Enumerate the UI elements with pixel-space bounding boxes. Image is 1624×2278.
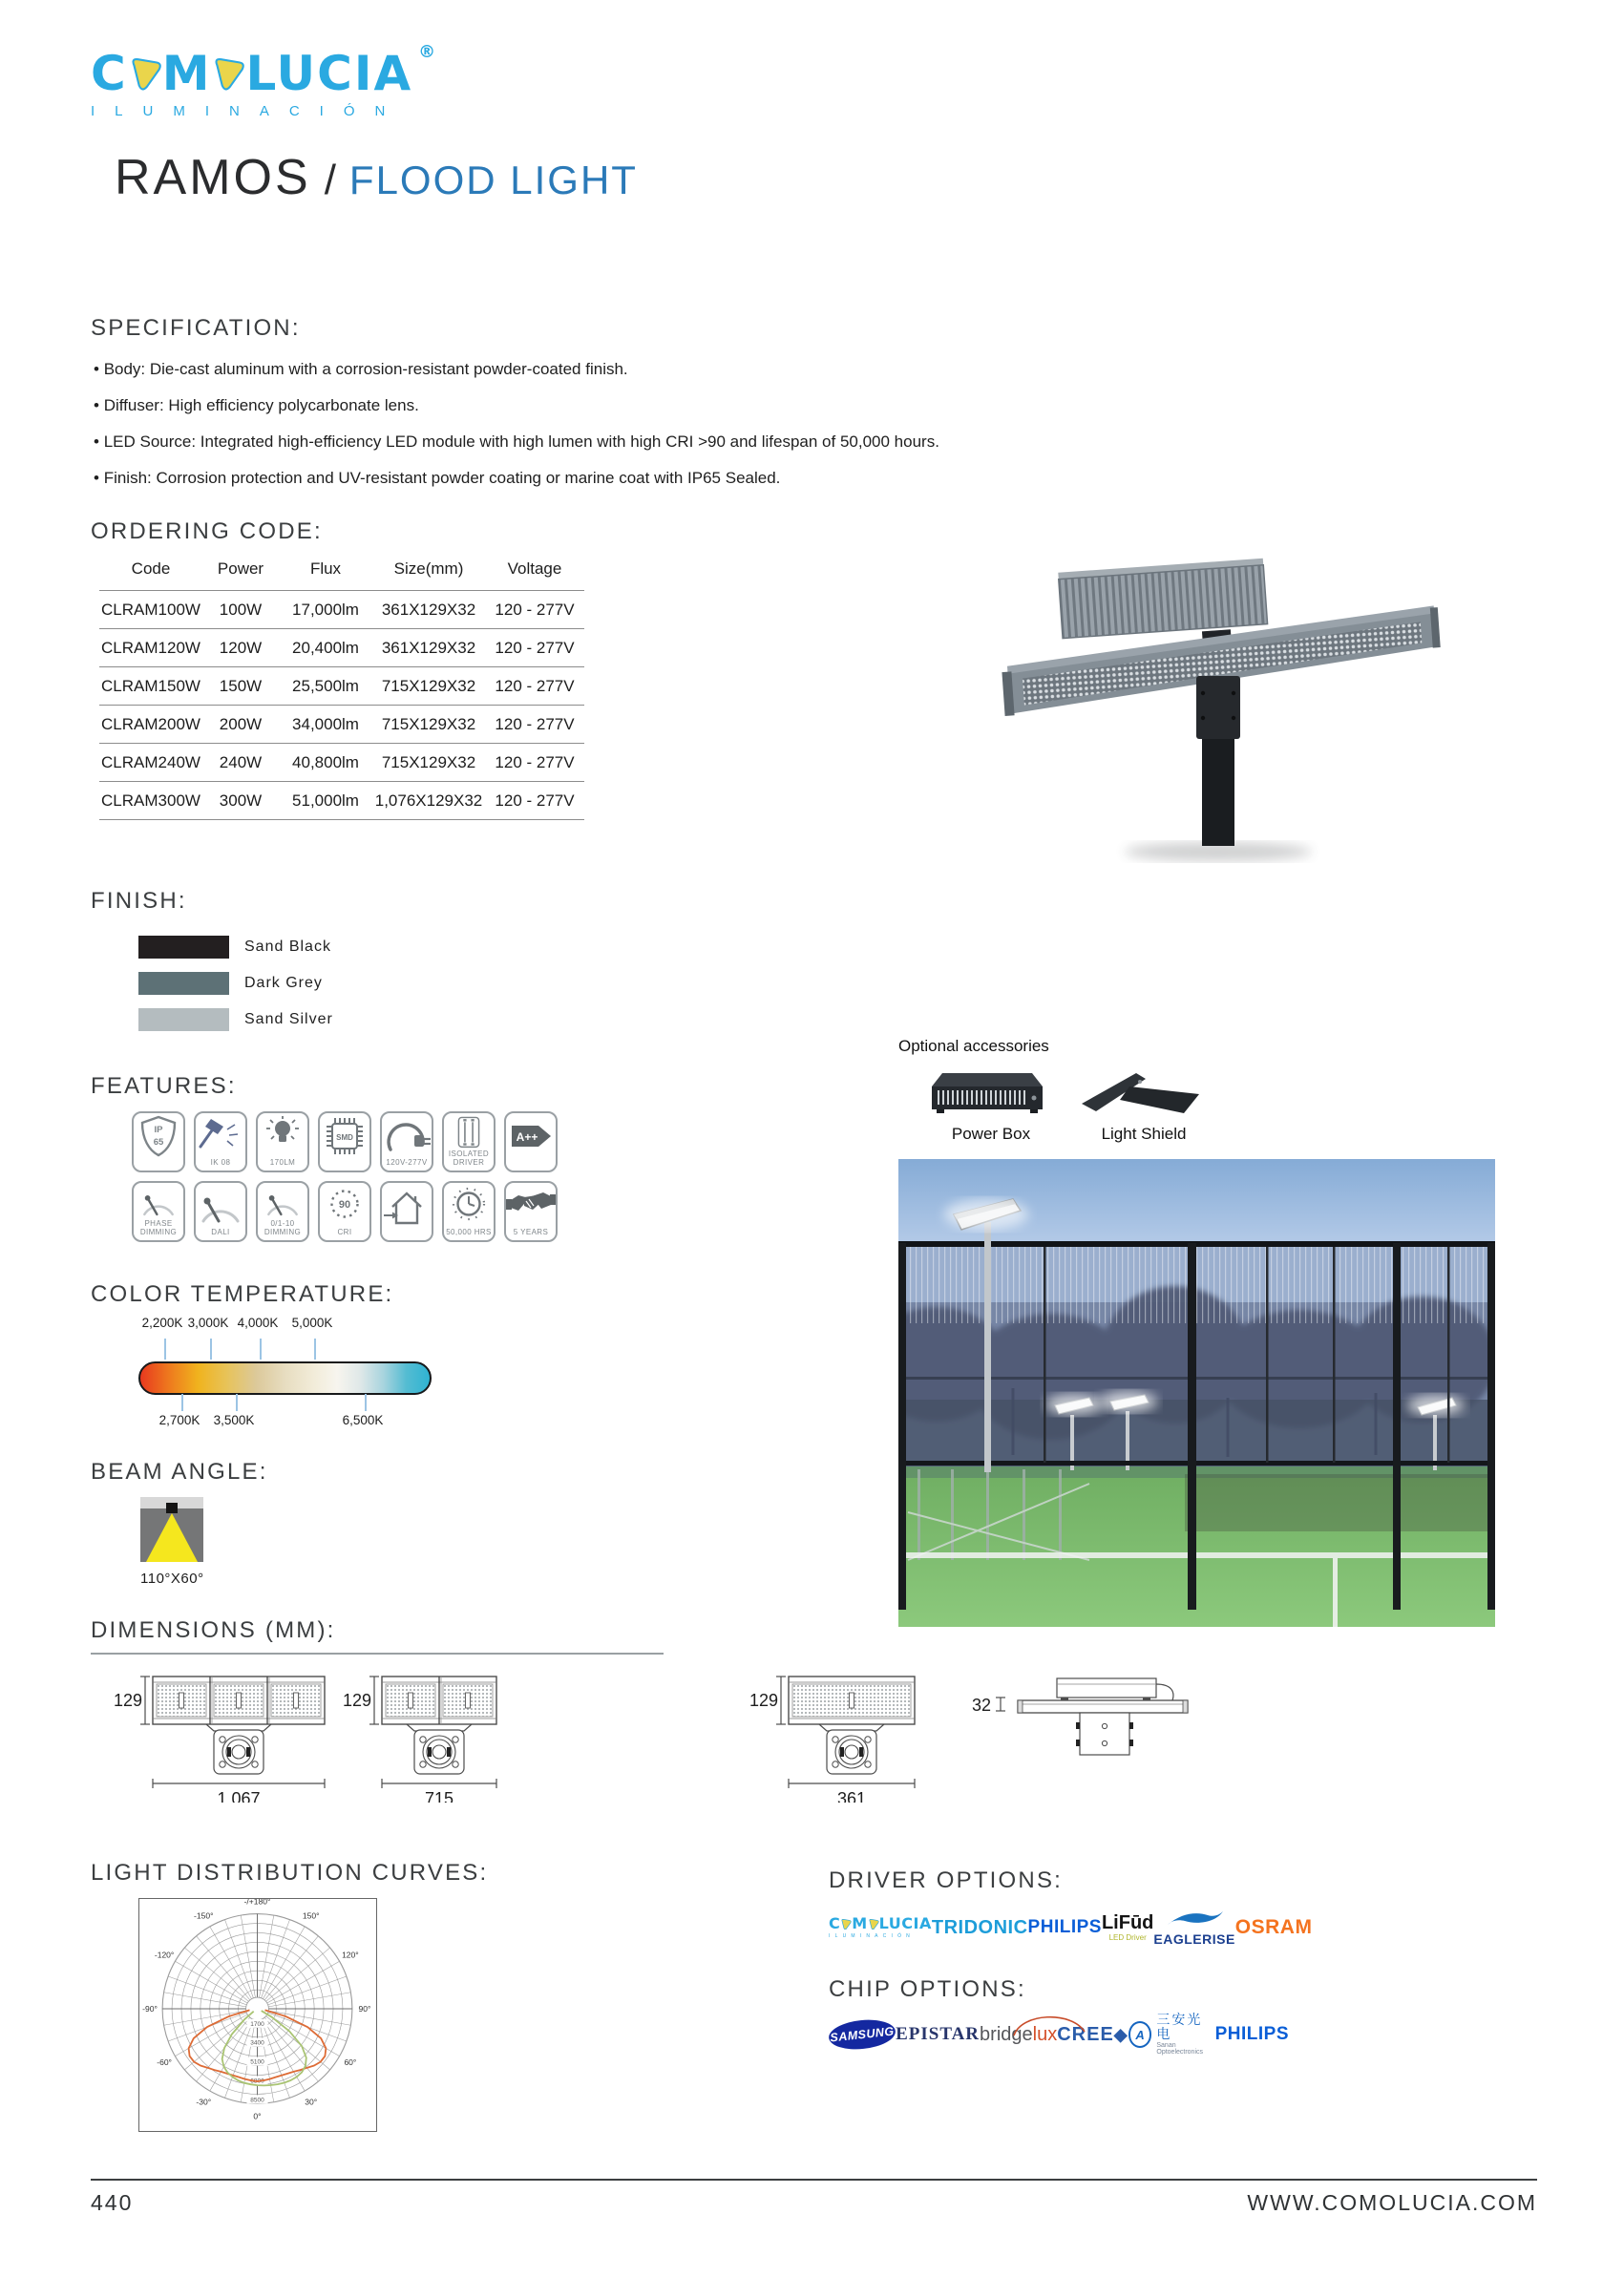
logo-triangle-icon xyxy=(868,1918,879,1930)
ik08-hammer-feature xyxy=(194,1111,247,1172)
svg-text:5100: 5100 xyxy=(250,2058,264,2066)
polar-chart-frame xyxy=(138,1898,377,2132)
bridgelux-gray: bridge xyxy=(980,2023,1033,2045)
color-temperature-bar xyxy=(138,1361,432,1395)
chip-brand-epistar: EPISTAR xyxy=(896,2024,981,2044)
sanan-cjk: 三安光电 xyxy=(1156,2011,1203,2042)
house-feature xyxy=(380,1181,433,1242)
bridgelux-accent: lux xyxy=(1032,2023,1058,2045)
order-row xyxy=(99,706,584,744)
order-row xyxy=(99,591,584,629)
dimension-svg xyxy=(344,1669,510,1803)
ip65-shield-feature xyxy=(132,1111,185,1172)
dimension-drawing-1-module xyxy=(750,1669,928,1807)
order-cell: 17,000lm xyxy=(279,591,372,629)
svg-text:715: 715 xyxy=(424,1789,454,1803)
light-shield-label: Light Shield xyxy=(1101,1125,1187,1143)
order-cell: CLRAM300W xyxy=(99,782,202,820)
voltage-plug-icon xyxy=(380,1115,433,1157)
logo-triangle-icon xyxy=(128,55,162,92)
feature-caption xyxy=(506,1168,556,1171)
svg-text:-60°: -60° xyxy=(157,2057,172,2068)
feature-caption: IK 08 xyxy=(210,1158,231,1168)
feature-caption xyxy=(320,1168,369,1171)
svg-text:1,067: 1,067 xyxy=(217,1789,261,1803)
order-cell: 361X129X32 xyxy=(372,591,485,629)
lifetime-clock-icon xyxy=(442,1185,496,1227)
driver-brand-comolucia xyxy=(829,1916,932,1939)
phase-dimming-dial-icon xyxy=(132,1185,185,1219)
order-cell: 20,400lm xyxy=(279,629,372,667)
specification-list xyxy=(94,351,939,496)
order-cell: 715X129X32 xyxy=(372,706,485,744)
order-col-header: Code xyxy=(131,559,171,578)
dali-dial-feature xyxy=(194,1181,247,1242)
svg-text:361: 361 xyxy=(836,1789,867,1803)
svg-text:129: 129 xyxy=(750,1691,779,1710)
order-col-header: Size(mm) xyxy=(393,559,464,578)
order-cell: 120 - 277V xyxy=(485,629,584,667)
svg-text:150°: 150° xyxy=(302,1910,320,1921)
brand-wordmark xyxy=(91,42,438,101)
smd-chip-feature xyxy=(318,1111,371,1172)
feature-caption xyxy=(134,1168,183,1171)
finish-swatch xyxy=(138,936,229,959)
ct-top-label: 2,200K xyxy=(141,1316,183,1330)
product-name: RAMOS xyxy=(115,150,311,205)
driver-brand-eaglerise xyxy=(1153,1909,1234,1946)
ordering-code-table xyxy=(99,559,584,820)
spec-bullet: • LED Source: Integrated high-efficiency LED module with high lumen with high CRI >90 and lifespan of 50,000 hours. xyxy=(94,424,876,460)
finish-heading: FINISH: xyxy=(91,888,187,914)
finish-option xyxy=(138,972,333,995)
cri-badge-icon xyxy=(318,1185,371,1227)
ct-tick-line xyxy=(260,1339,262,1360)
order-cell: 200W xyxy=(202,706,279,744)
logo-letter: M xyxy=(161,46,212,101)
feature-caption: 0/1-10 DIMMING xyxy=(264,1218,302,1237)
house-icon xyxy=(380,1185,433,1227)
brand-tagline: ILUMINACIÓN xyxy=(91,103,406,119)
beam-angle-icon xyxy=(140,1497,203,1562)
dimension-drawing-2-module xyxy=(344,1669,510,1807)
dimension-svg-side xyxy=(966,1673,1200,1768)
lifud-wordmark: LiFūd xyxy=(1101,1912,1154,1933)
order-cell: 51,000lm xyxy=(279,782,372,820)
driver-options-heading: DRIVER OPTIONS: xyxy=(829,1867,1064,1893)
dimensions-heading: DIMENSIONS (MM): xyxy=(91,1617,336,1643)
ct-top-label: 4,000K xyxy=(237,1316,279,1330)
svg-text:30°: 30° xyxy=(305,2097,318,2107)
svg-text:65: 65 xyxy=(153,1137,164,1148)
svg-text:1700: 1700 xyxy=(250,2020,264,2028)
bridgelux-arc-icon xyxy=(1012,2009,1086,2037)
svg-text:SMD: SMD xyxy=(336,1133,353,1142)
svg-text:0°: 0° xyxy=(253,2111,262,2121)
ct-tick-line xyxy=(365,1394,367,1411)
order-cell: 300W xyxy=(202,782,279,820)
brand-tagline-small: ILUMINACIÓN xyxy=(829,1933,915,1939)
feature-caption: ISOLATED DRIVER xyxy=(448,1149,490,1168)
order-row xyxy=(99,782,584,820)
order-cell: 361X129X32 xyxy=(372,629,485,667)
logo-triangle-icon xyxy=(211,55,245,92)
feature-caption: DALI xyxy=(211,1228,230,1237)
sanan-subtitle: Sanan Optoelectronics xyxy=(1156,2041,1204,2057)
dimensions-rule xyxy=(91,1653,664,1655)
product-render-image xyxy=(950,516,1494,867)
order-col-header: Flux xyxy=(309,559,342,578)
driver-brand-osram: OSRAM xyxy=(1234,1916,1313,1938)
sanan-circle-icon: A xyxy=(1128,2021,1152,2048)
power-box-image xyxy=(929,1067,1045,1117)
order-cell: 120 - 277V xyxy=(485,744,584,782)
order-cell: CLRAM200W xyxy=(99,706,202,744)
dimension-svg xyxy=(115,1669,338,1803)
brand-logo xyxy=(91,42,438,119)
lifud-subtitle: LED Driver xyxy=(1108,1933,1147,1942)
feature-caption xyxy=(382,1237,432,1240)
svg-text:60°: 60° xyxy=(344,2057,357,2068)
svg-text:-30°: -30° xyxy=(196,2097,212,2107)
chip-brand-samsung xyxy=(828,2016,897,2052)
ct-tick-line xyxy=(236,1394,238,1411)
finish-label: Dark Grey xyxy=(244,975,323,991)
svg-text:3400: 3400 xyxy=(250,2039,264,2047)
order-row xyxy=(99,629,584,667)
order-cell: CLRAM100W xyxy=(99,591,202,629)
order-cell: CLRAM150W xyxy=(99,667,202,706)
finish-label: Sand Black xyxy=(244,939,331,955)
svg-text:120°: 120° xyxy=(342,1950,359,1960)
driver-brand-tridonic: TRIDONIC xyxy=(931,1916,1028,1938)
registered-mark: ® xyxy=(418,42,438,62)
isolated-driver-feature xyxy=(442,1111,496,1172)
lumen-bulb-icon xyxy=(256,1115,309,1157)
specification-heading: SPECIFICATION: xyxy=(91,315,301,341)
voltage-plug-feature xyxy=(380,1111,433,1172)
chip-options-logos xyxy=(829,2011,1289,2058)
order-cell: 120 - 277V xyxy=(485,591,584,629)
chip-brand-sanan xyxy=(1128,2013,1215,2057)
dimension-drawing-3-module xyxy=(115,1669,338,1807)
order-cell: 715X129X32 xyxy=(372,744,485,782)
ct-top-label: 3,000K xyxy=(187,1316,229,1330)
zero-ten-dimming-dial-feature xyxy=(256,1181,309,1242)
svg-text:A++: A++ xyxy=(516,1130,538,1144)
svg-text:129: 129 xyxy=(115,1691,143,1710)
dali-dial-icon xyxy=(194,1185,247,1227)
feature-caption: PHASE DIMMING xyxy=(139,1218,178,1237)
finish-swatch xyxy=(138,972,229,995)
svg-text:-90°: -90° xyxy=(142,2003,158,2014)
svg-text:IP: IP xyxy=(154,1125,163,1135)
order-cell: 715X129X32 xyxy=(372,667,485,706)
feature-caption: 5 YEARS xyxy=(513,1228,549,1237)
ordering-code-heading: ORDERING CODE: xyxy=(91,518,323,544)
pole-group xyxy=(1196,676,1240,846)
logo-triangle-icon xyxy=(840,1918,852,1930)
order-cell: CLRAM240W xyxy=(99,744,202,782)
color-temperature-heading: COLOR TEMPERATURE: xyxy=(91,1281,394,1307)
dimension-svg xyxy=(750,1669,928,1803)
svg-text:32: 32 xyxy=(971,1696,992,1715)
order-cell: 1,076X129X32 xyxy=(372,782,485,820)
footer-rule xyxy=(91,2179,1537,2181)
color-temperature-scale xyxy=(138,1316,434,1435)
svg-text:90: 90 xyxy=(338,1199,351,1211)
light-distribution-heading: LIGHT DISTRIBUTION CURVES: xyxy=(91,1860,489,1886)
order-cell: 120W xyxy=(202,629,279,667)
feature-caption: 120V-277V xyxy=(386,1158,428,1168)
svg-text:-150°: -150° xyxy=(194,1910,214,1921)
warranty-handshake-icon xyxy=(504,1185,558,1227)
order-cell: 100W xyxy=(202,591,279,629)
beam-angle-value: 110°X60° xyxy=(140,1571,204,1587)
cree-diamond-icon: ◆ xyxy=(1113,2024,1128,2044)
lifetime-clock-feature xyxy=(442,1181,496,1242)
logo-letter: C xyxy=(91,46,128,101)
lumen-bulb-feature xyxy=(256,1111,309,1172)
spec-bullet: • Finish: Corrosion protection and UV-resistant powder coating or marine coat with IP65 Sealed. xyxy=(94,460,876,496)
svg-text:-/+180°: -/+180° xyxy=(243,1899,271,1907)
chip-brand-bridgelux xyxy=(980,2024,1057,2046)
feature-caption: 170LM xyxy=(269,1158,296,1168)
order-cell: 240W xyxy=(202,744,279,782)
spec-bullet: • Body: Die-cast aluminum with a corrosion-resistant powder-coated finish. xyxy=(94,351,876,388)
order-cell: 120 - 277V xyxy=(485,782,584,820)
brand-wordmark-small xyxy=(829,1916,932,1931)
energy-class-feature xyxy=(504,1111,558,1172)
svg-text:6800: 6800 xyxy=(250,2078,264,2085)
features-heading: FEATURES: xyxy=(91,1073,237,1099)
ik08-hammer-icon xyxy=(194,1115,247,1157)
logo-letters: LUCIA xyxy=(245,46,413,101)
svg-text:129: 129 xyxy=(344,1691,372,1710)
order-cell: 120 - 277V xyxy=(485,667,584,706)
order-col-header: Power xyxy=(217,559,264,578)
ct-tick-line xyxy=(314,1339,316,1360)
cri-badge-feature xyxy=(318,1181,371,1242)
beam-angle-heading: BEAM ANGLE: xyxy=(91,1459,268,1485)
smd-chip-icon xyxy=(318,1115,371,1157)
order-col-header: Voltage xyxy=(507,559,562,578)
page-number: 440 xyxy=(91,2190,134,2215)
ct-bottom-label: 3,500K xyxy=(213,1413,255,1427)
logo-letter: C xyxy=(829,1914,841,1932)
power-box-label: Power Box xyxy=(951,1125,1031,1143)
title-separator: / xyxy=(324,157,336,203)
order-cell: 40,800lm xyxy=(279,744,372,782)
driver-brand-lifud xyxy=(1102,1913,1153,1942)
website-url: WWW.COMOLUCIA.COM xyxy=(1247,2190,1537,2215)
spec-bullet: • Diffuser: High efficiency polycarbonate lens. xyxy=(94,388,876,424)
chip-options-heading: CHIP OPTIONS: xyxy=(829,1976,1026,2002)
feature-caption: 50,000 HRS xyxy=(446,1228,492,1237)
finish-option xyxy=(138,936,333,959)
ct-tick-line xyxy=(164,1339,166,1360)
ct-bottom-label: 2,700K xyxy=(158,1413,200,1427)
beam-angle-figure xyxy=(140,1497,203,1587)
samsung-wordmark: SAMSUNG xyxy=(829,2024,896,2045)
chip-brand-cree: CREE◆ xyxy=(1057,2023,1128,2045)
svg-text:90°: 90° xyxy=(358,2003,371,2014)
svg-text:8500: 8500 xyxy=(250,2097,264,2104)
warranty-handshake-feature xyxy=(504,1181,558,1242)
accessories-heading: Optional accessories xyxy=(898,1037,1049,1055)
ct-top-label: 5,000K xyxy=(291,1316,333,1330)
driver-options-logos xyxy=(829,1906,1313,1950)
isolated-driver-icon xyxy=(442,1115,496,1150)
order-cell: CLRAM120W xyxy=(99,629,202,667)
light-shield-image xyxy=(1077,1065,1211,1121)
sanan-text xyxy=(1156,2013,1214,2057)
logo-letters: LUCIA xyxy=(878,1914,932,1932)
phase-dimming-dial-feature xyxy=(132,1181,185,1242)
ct-tick-line xyxy=(210,1339,212,1360)
finish-option xyxy=(138,1008,333,1031)
driver-brand-philips: PHILIPS xyxy=(1027,1917,1102,1937)
finish-swatch xyxy=(138,1008,229,1031)
energy-class-icon xyxy=(504,1115,558,1157)
product-category: FLOOD LIGHT xyxy=(348,158,638,202)
dimension-drawing-side xyxy=(966,1673,1200,1773)
feature-caption: CRI xyxy=(337,1228,352,1237)
order-cell: 25,500lm xyxy=(279,667,372,706)
finish-swatches xyxy=(138,936,333,1044)
eaglerise-swoosh-icon xyxy=(1164,1909,1225,1929)
eaglerise-wordmark: EAGLERISE xyxy=(1153,1931,1235,1947)
order-cell: 120 - 277V xyxy=(485,706,584,744)
ct-bottom-label: 6,500K xyxy=(342,1413,384,1427)
application-photo xyxy=(898,1159,1495,1627)
finish-label: Sand Silver xyxy=(244,1011,333,1027)
order-row xyxy=(99,744,584,782)
features-grid xyxy=(132,1111,573,1242)
order-cell: 150W xyxy=(202,667,279,706)
order-cell: 34,000lm xyxy=(279,706,372,744)
ct-tick-line xyxy=(181,1394,183,1411)
order-row xyxy=(99,667,584,706)
page-title xyxy=(115,149,638,206)
zero-ten-dimming-dial-icon xyxy=(256,1185,309,1219)
polar-distribution-chart xyxy=(139,1899,376,2131)
chip-brand-philips: PHILIPS xyxy=(1214,2024,1289,2044)
svg-text:-120°: -120° xyxy=(154,1950,175,1960)
logo-letter: M xyxy=(852,1914,868,1932)
ip65-shield-icon xyxy=(132,1115,185,1157)
